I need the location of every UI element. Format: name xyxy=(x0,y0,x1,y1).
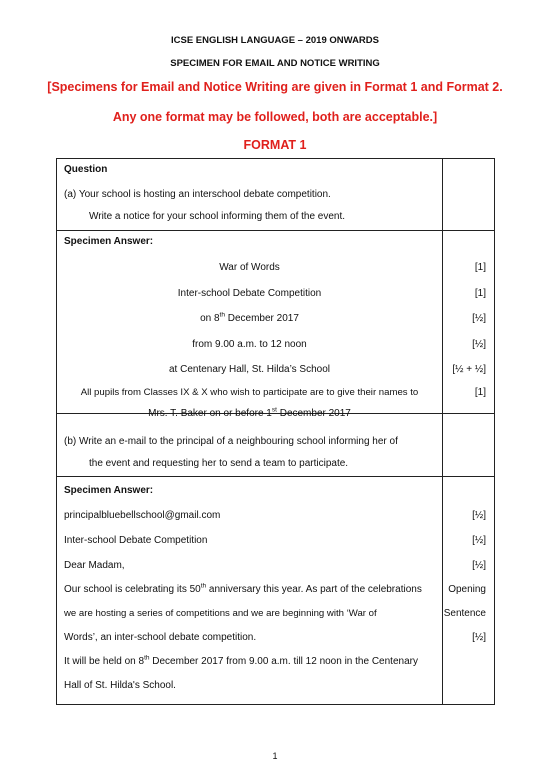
notice-venue-mark: [½ + ½] xyxy=(452,364,486,375)
notice-pupils-mark: [1] xyxy=(474,387,486,398)
email-para2-line1: It will be held on 8th December 2017 from 9.00 a.m. till 12 noon in the Centenary xyxy=(64,654,418,667)
row-divider xyxy=(57,476,494,477)
notice-event-mark: [1] xyxy=(474,288,486,299)
email-subject: Inter-school Debate Competition xyxy=(64,535,208,546)
row-divider xyxy=(57,230,494,231)
email-para1-line3: Words’, an inter-school debate competition. xyxy=(64,632,257,643)
email-salutation: Dear Madam, xyxy=(64,560,125,571)
notice-title: War of Words xyxy=(219,262,280,273)
question-heading: Question xyxy=(64,164,108,175)
answer-a-heading: Specimen Answer: xyxy=(64,236,154,247)
document-subtitle: SPECIMEN FOR EMAIL AND NOTICE WRITING xyxy=(170,58,380,69)
email-subject-mark: [½] xyxy=(472,535,486,546)
email-para1-line1: Our school is celebrating its 50th anniversary this year. As part of the celebrations xyxy=(64,582,422,595)
opening-mark-line1: Opening xyxy=(448,584,486,595)
page-number: 1 xyxy=(272,751,278,761)
notice-pupils-line2: Mrs. T. Baker on or before 1st December 2017 xyxy=(148,406,351,419)
notice-date-mark: [½] xyxy=(472,313,486,324)
notice-venue: at Centenary Hall, St. Hilda’s School xyxy=(168,364,330,375)
question-a-line2: Write a notice for your school informing them of the event. xyxy=(89,211,346,222)
email-address-mark: [½] xyxy=(472,510,486,521)
email-para1-line2: we are hosting a series of competitions and we are beginning with ‘War of xyxy=(64,608,377,619)
question-b-line1: (b) Write an e-mail to the principal of a neighbouring school informing her of xyxy=(64,436,398,447)
notice-pupils-line1: All pupils from Classes IX & X who wish to participate are to give their names to xyxy=(80,387,419,398)
opening-mark-line3: [½] xyxy=(472,632,486,643)
notice-title-mark: [1] xyxy=(474,262,486,273)
document-title: ICSE ENGLISH LANGUAGE – 2019 ONWARDS xyxy=(171,35,379,46)
email-para2-line2: Hall of St. Hilda's School. xyxy=(64,680,176,691)
email-salutation-mark: [½] xyxy=(472,560,486,571)
specimen-table xyxy=(56,158,495,705)
notice-time: from 9.00 a.m. to 12 noon xyxy=(192,339,307,350)
marks-column-divider xyxy=(442,159,443,704)
format-note-line1: [Specimens for Email and Notice Writing are given in Format 1 and Format 2. xyxy=(47,80,503,94)
opening-mark-line2: Sentence xyxy=(443,608,486,619)
notice-event: Inter-school Debate Competition xyxy=(177,288,322,299)
notice-time-mark: [½] xyxy=(472,339,486,350)
email-address: principalbluebellschool@gmail.com xyxy=(64,510,221,521)
question-a-line1: (a) Your school is hosting an interschool debate competition. xyxy=(64,189,331,200)
question-b-line2: the event and requesting her to send a team to participate. xyxy=(89,458,349,469)
format-note-line2: Any one format may be followed, both are acceptable.] xyxy=(112,110,438,124)
notice-date: on 8th December 2017 xyxy=(200,311,299,324)
format-heading: FORMAT 1 xyxy=(243,138,307,152)
answer-b-heading: Specimen Answer: xyxy=(64,485,154,496)
